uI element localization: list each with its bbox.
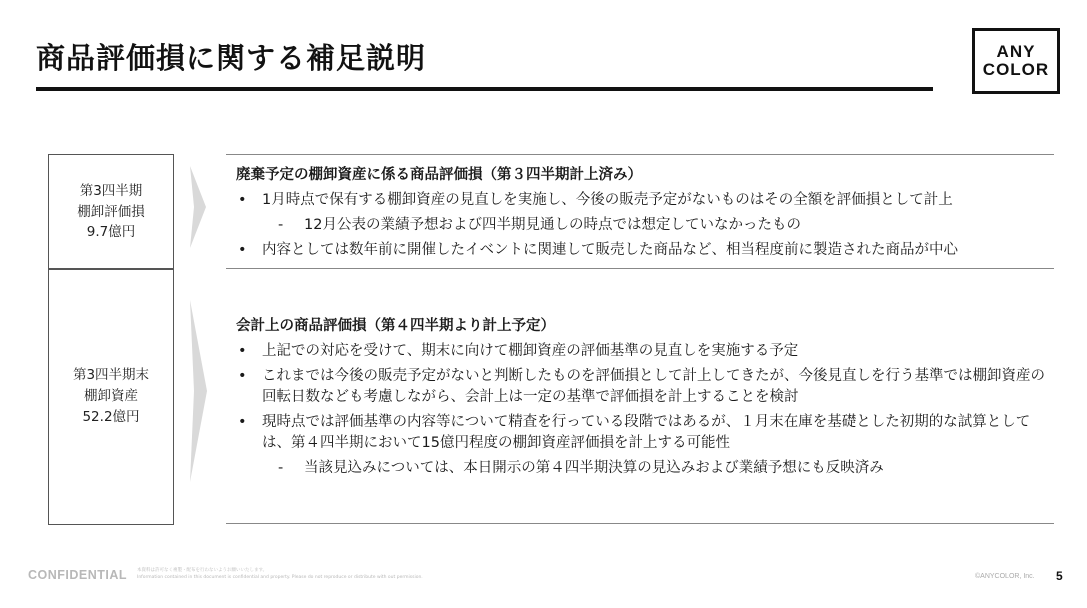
sub-bullet-item: - 12月公表の業績予想および四半期見通しの時点では想定していなかったもの (236, 215, 1056, 236)
bullet-item: • 1月時点で保有する棚卸資産の見直しを実施し、今後の販売予定がないものはその全額を評価損として計上 (236, 190, 1056, 211)
section-heading: 会計上の商品評価損（第４四半期より計上予定） (236, 318, 555, 334)
notice-line-ja: 本資料は許可なく複製・配布を行わないようお願いいたします。 (137, 568, 268, 573)
bullet-item: • これまでは今後の販売予定がないと判断したものを評価損として計上してきたが、今後見直しを行う基準では棚卸資産の回転日数なども考慮しながら、会計上は一定の基準で評価損を計上することを検討 (236, 366, 1056, 408)
logo-line-color: COLOR (982, 60, 1050, 79)
logo-line-any: ANY (996, 42, 1036, 62)
section-divider (226, 154, 1054, 155)
sub-bullet-item: - 当該見込みについては、本日開示の第４四半期決算の見込みおよび業績予想にも反映済み (236, 458, 1056, 479)
q3-writeoff-label-1: 第3四半期 (79, 182, 143, 199)
q3-inventory-label-1: 第3四半期末 (72, 367, 150, 384)
q3-inventory-label-2: 棚卸資産 (84, 388, 138, 405)
q3-writeoff-label-2: 棚卸評価損 (77, 203, 145, 220)
bullet-item: • 内容としては数年前に開催したイベントに関連して販売した商品など、相当程度前に製造された商品が中心 (236, 240, 1056, 261)
page-number: 5 (1056, 569, 1063, 583)
q3-inventory-value: 52.2億円 (82, 408, 140, 425)
bullet-item: • 現時点では評価基準の内容等について精査を行っている段階ではあるが、１月末在庫を基礎とした初期的な試算としては、第４四半期において15億円程度の棚卸資産評価損を計上する可能性 (236, 412, 1056, 454)
section-accounting-writeoff (236, 315, 1056, 479)
arrow-right-icon (190, 300, 210, 482)
section-divider (226, 268, 1054, 269)
q3-writeoff-box (48, 154, 174, 270)
q3-writeoff-value: 9.7億円 (86, 224, 136, 241)
section-q3-writeoff (236, 164, 1056, 261)
title-underline (36, 87, 933, 91)
arrow-right-icon (190, 166, 210, 248)
copyright: ©ANYCOLOR, Inc. (975, 573, 1035, 580)
page-title: 商品評価損に関する補足説明 (36, 41, 427, 75)
confidential-notice (137, 567, 423, 581)
q3-inventory-box (48, 268, 174, 525)
notice-line-en: Information contained in this document is confidential and property. Please do not reproduce or distribute with out permission. (137, 575, 423, 580)
bullet-item: • 上記での対応を受けて、期末に向けて棚卸資産の評価基準の見直しを実施する予定 (236, 341, 1056, 362)
section-divider (226, 523, 1054, 524)
confidential-label: CONFIDENTIAL (28, 568, 128, 582)
section-heading: 廃棄予定の棚卸資産に係る商品評価損（第３四半期計上済み） (236, 167, 642, 183)
anycolor-logo (972, 28, 1060, 94)
